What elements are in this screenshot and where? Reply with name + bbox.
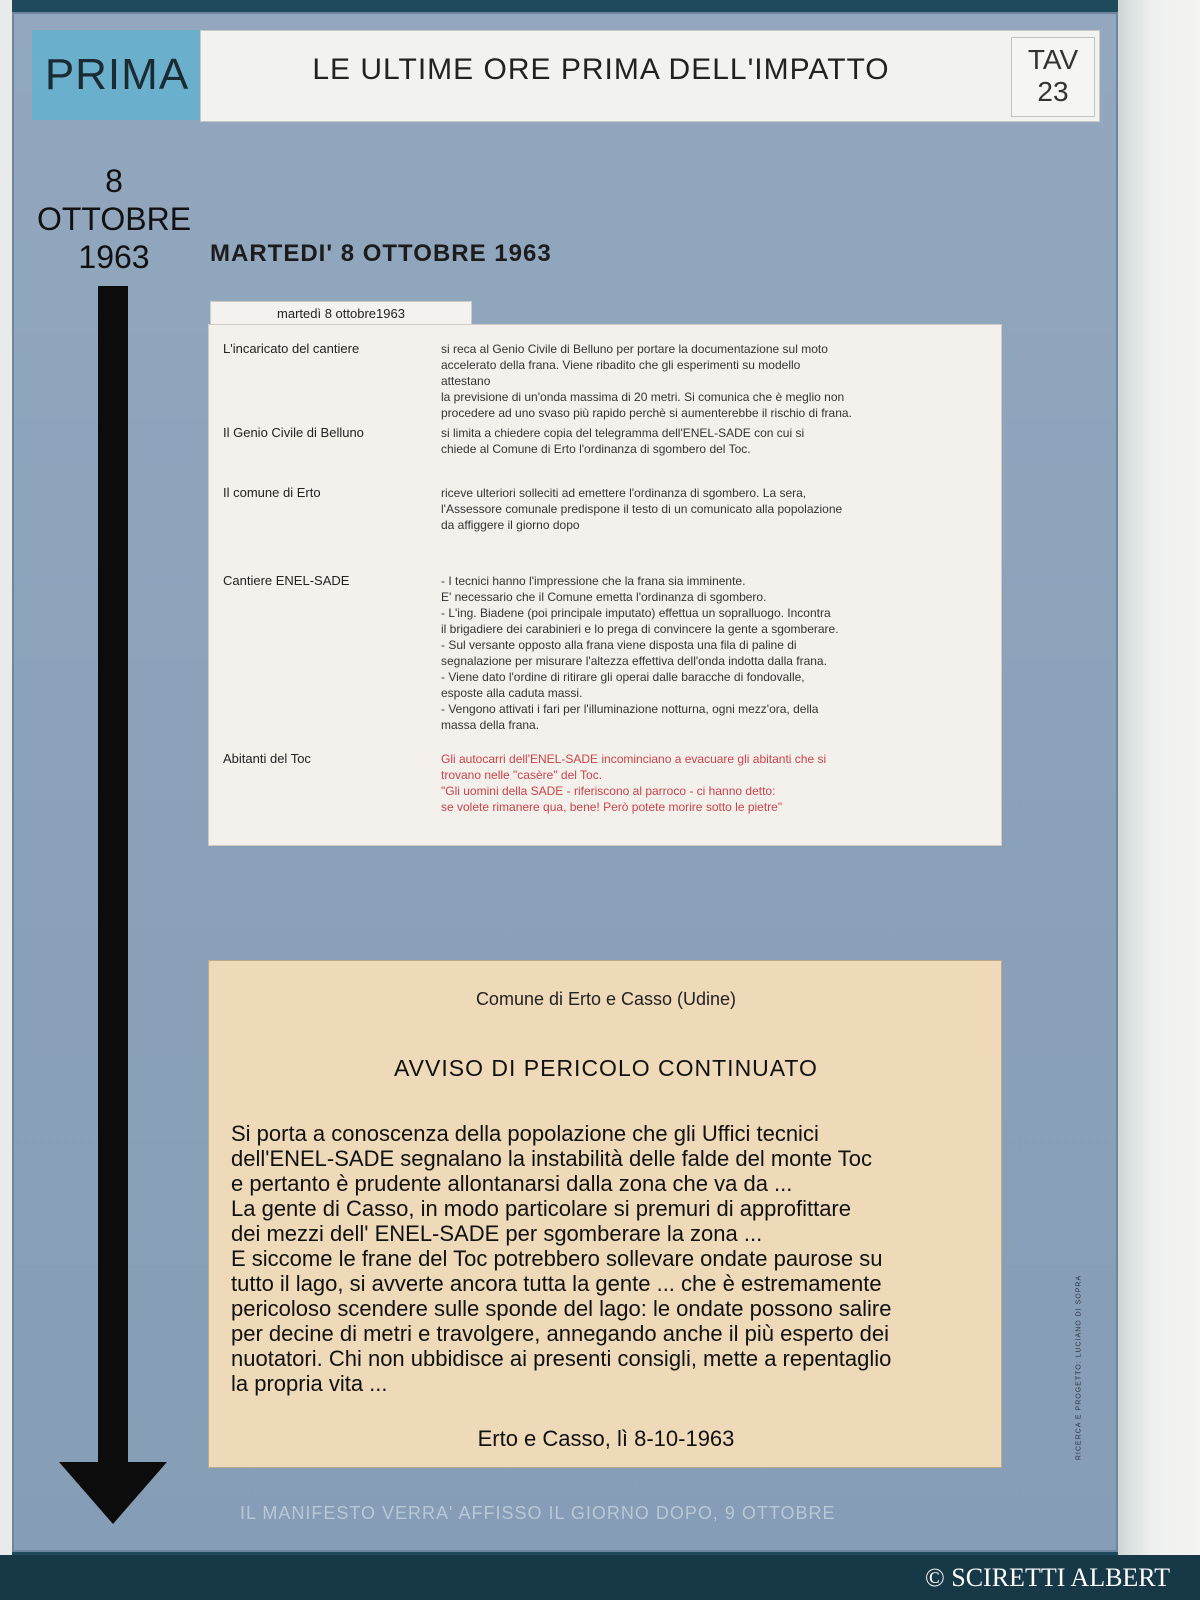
tav-number: 23	[1037, 76, 1069, 107]
credit-vertical	[1069, 1259, 1083, 1479]
day-heading: MARTEDI' 8 OTTOBRE 1963	[210, 240, 552, 267]
timeline-date	[14, 162, 214, 276]
panel-title: LE ULTIME ORE PRIMA DELL'IMPATTO	[312, 53, 890, 86]
timeline-year: 1963	[78, 239, 150, 275]
event-actor: Abitanti del Toc	[223, 751, 311, 766]
notice-issuer: Comune di Erto e Casso (Udine)	[475, 989, 737, 1009]
copyright-watermark: © SCIRETTI ALBERT	[925, 1563, 1170, 1592]
event-text: si reca al Genio Civile di Belluno per portare la documentazione sul moto accelerato della frana. Viene ribadito che gli esperimenti su modello attestano la previsione di un'onda massima di 20 metri. Si comunica che è meglio non procedere ad uno svaso più rapido perchè si aumenterebbe il rischio di frana.	[441, 342, 852, 420]
events-tab-label: martedì 8 ottobre1963	[210, 301, 472, 325]
footer-note: IL MANIFESTO VERRA' AFFISSO IL GIORNO DOPO, 9 OTTOBRE	[240, 1503, 836, 1523]
event-text: si limita a chiedere copia del telegramma dell'ENEL-SADE con cui si chiede al Comune di Erto l'ordinanza di sgombero del Toc.	[441, 426, 805, 456]
event-text-highlighted: Gli autocarri dell'ENEL-SADE incominciano a evacuare gli abitanti che si trovano nelle "casère" del Toc. "Gli uomini della SADE - riferiscono al parroco - ci hanno detto: se volete rimanere qua, bene! Però potete morire sotto le pietre"	[441, 752, 827, 814]
tav-box	[1011, 37, 1095, 117]
tav-label: TAV	[1027, 44, 1079, 75]
timeline-day: 8	[105, 163, 123, 199]
event-actor: L'incaricato del cantiere	[223, 341, 360, 356]
wall-right	[1118, 0, 1200, 1600]
notice-title: AVVISO DI PERICOLO CONTINUATO	[394, 1055, 818, 1081]
timeline-arrow-shaft	[98, 286, 128, 1474]
event-text: - I tecnici hanno l'impressione che la frana sia imminente. E' necessario che il Comune emetta l'ordinanza di sgombero. - L'ing. Biadene (poi principale imputato) effettua un sopralluogo. Incontra il brigadiere dei carabinieri e lo prega di convincere la gente a sgomberare. - Sul versante opposto alla frana viene disposta una fila di paline di segnalazione per misurare l'altezza effettiva dell'onda indotta dalla frana. - Viene dato l'ordine di ritirare gli operai dalle baracche di fondovalle, esposte alla caduta massi. - Vengono attivati i fari per l'illuminazione notturna, ogni mezz'ora, della massa della frana.	[441, 574, 839, 732]
event-actor: Il Genio Civile di Belluno	[223, 425, 364, 440]
header-title-box	[200, 30, 1100, 122]
events-table	[208, 324, 1002, 846]
event-actor: Il comune di Erto	[223, 485, 321, 500]
event-actor: Cantiere ENEL-SADE	[223, 573, 350, 588]
notice-signature: Erto e Casso, lì 8-10-1963	[477, 1426, 735, 1451]
notice-poster	[208, 960, 1002, 1468]
timeline-month: OTTOBRE	[36, 201, 192, 237]
section-badge: PRIMA	[32, 30, 202, 120]
notice-body: Si porta a conoscenza della popolazione che gli Uffici tecnici dell'ENEL-SADE segnalano la instabilità delle falde del monte Toc e pertanto è prudente allontanarsi dalla zona che va da ... La gente di Casso, in modo particolare si premuri di approfittare dei mezzi dell' ENEL-SADE per sgomberare la zona ... E siccome le frane del Toc potrebbero sollevare ondate paurose su tutto il lago, si avverte ancora tutta la gente ... che è estremamente pericoloso scendere sulle sponde del lago: le ondate possono salire per decine di metri e travolgere, annegando anche il più esperto dei nuotatori. Chi non ubbidisce ai presenti consigli, mette a repentaglio la propria vita ...	[231, 1121, 892, 1396]
timeline-arrow-down-icon	[59, 1462, 167, 1524]
exhibit-panel	[12, 12, 1118, 1552]
event-text: riceve ulteriori solleciti ad emettere l'ordinanza di sgombero. La sera, l'Assessore comunale predispone il testo di un comunicato alla popolazione da affiggere il giorno dopo	[441, 486, 843, 532]
credit-text: RICERCA E PROGETTO: LUCIANO DI SOPRA	[1075, 1274, 1083, 1461]
wall-left	[0, 0, 12, 1600]
